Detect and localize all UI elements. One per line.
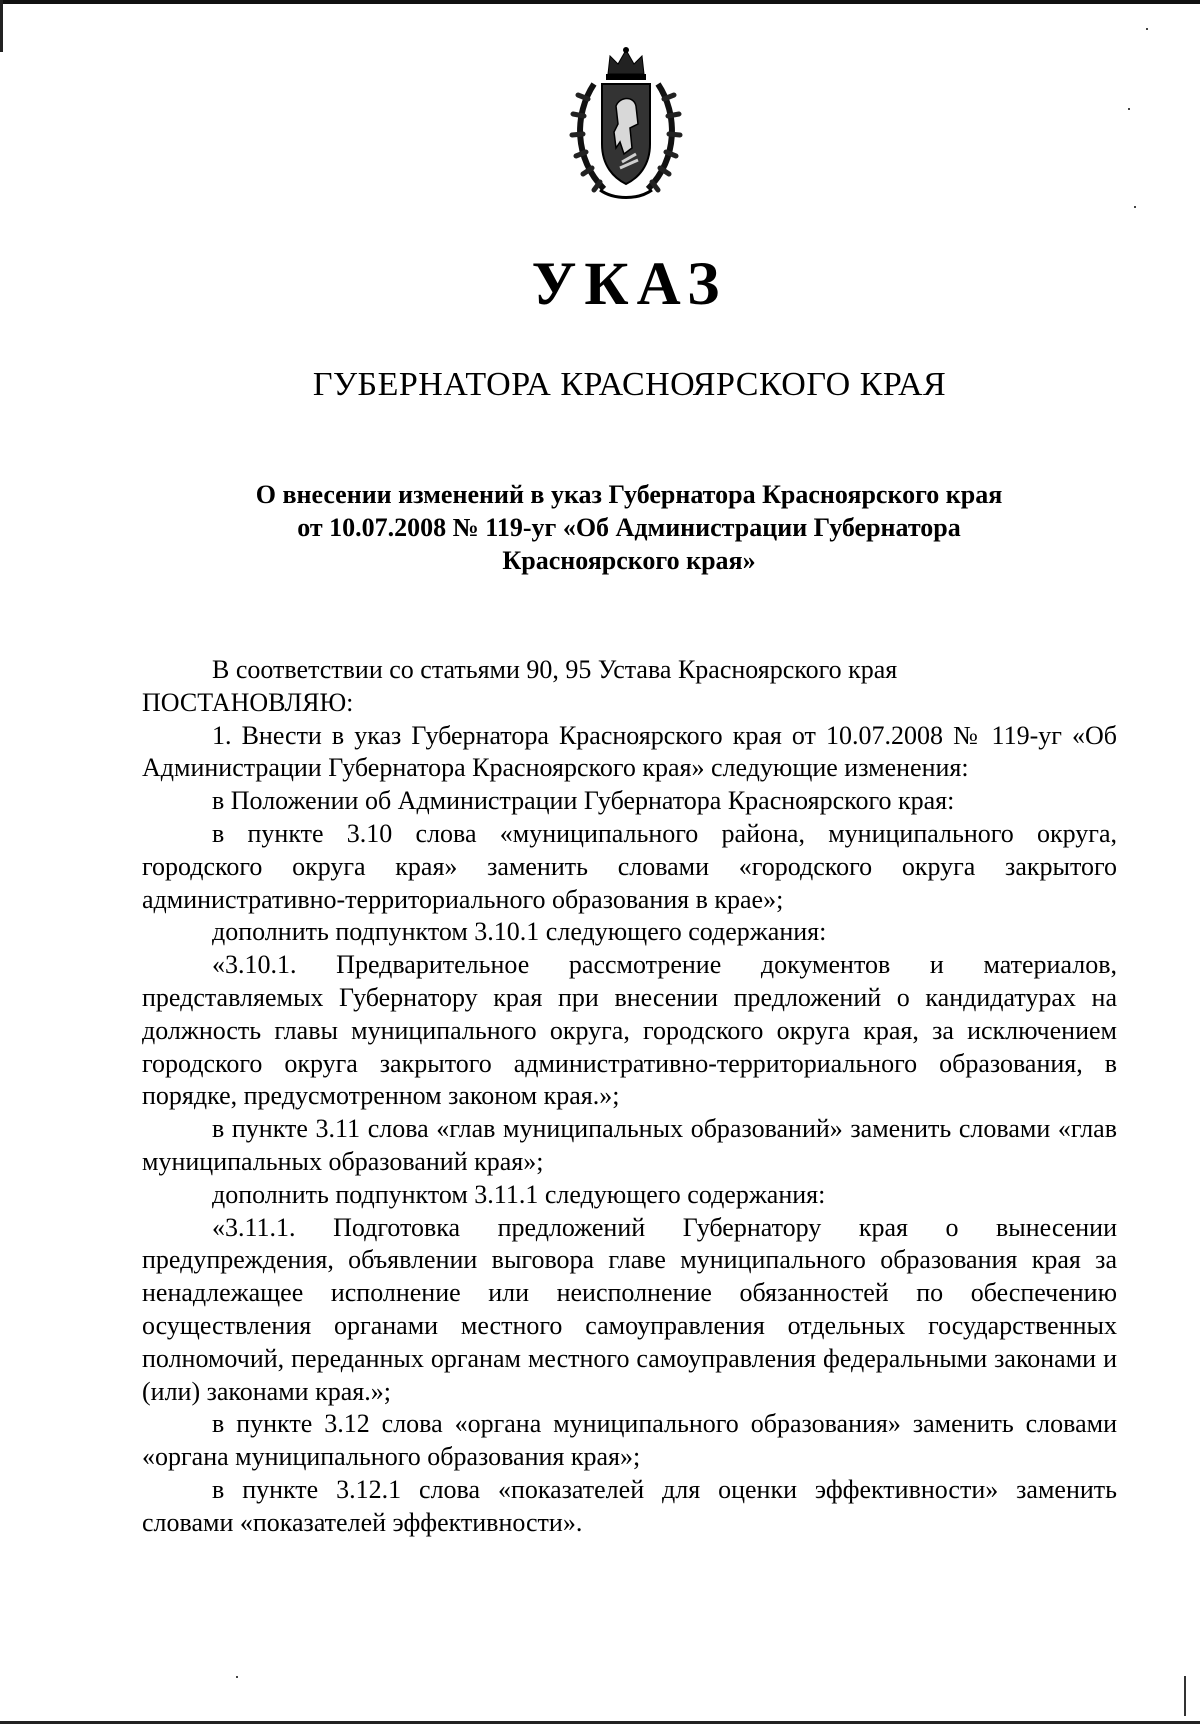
scan-edge-top: [0, 0, 1200, 4]
paragraph-add-3-10-1: дополнить подпунктом 3.10.1 следующего содержания:: [212, 917, 827, 947]
heading-line: Красноярского края»: [502, 546, 756, 575]
paragraph-preamble: В соответствии со статьями 90, 95 Устава Красноярского края: [212, 655, 898, 684]
paragraph-3-12-1: в пункте 3.12.1 слова «показателей для оценки эффективности» заменить словами «показателей эффективности».: [142, 1474, 1117, 1537]
scan-edge-right: [1184, 1676, 1186, 1716]
paragraph-regulation: в Положении об Администрации Губернатора Красноярского края:: [212, 786, 955, 816]
paragraph-3-11-1: «3.11.1. Подготовка предложений Губернатору края о вынесении предупреждения, объявлении выговора главе муниципального образования края за ненадлежащее исполнение или неисполнение обязанностей по обеспечению осуществления органами местного самоуправления отдельных государственных полномочий, переданных органам местного самоуправления федеральными законами и (или) законами края.»;: [142, 1212, 1117, 1406]
heading-line: О внесении изменений в указ Губернатора Красноярского края: [255, 480, 1003, 509]
paragraph-3-11: в пункте 3.11 слова «глав муниципальных образований» заменить словами «глав муниципальных образований края»;: [142, 1114, 1117, 1176]
paragraph-decree-word: ПОСТАНОВЛЯЮ:: [142, 687, 354, 717]
paragraph-item-1: 1. Внести в указ Губернатора Красноярского края от 10.07.2008 № 119-уг «Об Администрации Губернатора Красноярского края» следующие изменения:: [142, 720, 1117, 783]
heading-line: от 10.07.2008 № 119-уг «Об Администрации Губернатора: [297, 513, 961, 542]
document-body: [142, 654, 1117, 1540]
paragraph-3-10: в пункте 3.10 слова «муниципального района, муниципального округа, городского округа края» заменить словами «городского округа закрытого административно-территориального образования в крае»;: [142, 818, 1117, 914]
paragraph-3-10-1: «3.10.1. Предварительное рассмотрение документов и материалов, представляемых Губернатору края при внесении предложений о кандидатурах на должность главы муниципального округа, городского округа края, за исключением городского округа закрытого административно-территориального образования, в порядке, предусмотренном законом края.»;: [142, 950, 1117, 1111]
document-title: УКАЗ: [531, 251, 728, 318]
coat-of-arms-icon: [564, 44, 688, 204]
paragraph-add-3-11-1: дополнить подпунктом 3.11.1 следующего содержания:: [212, 1179, 826, 1209]
scan-edge-left: [0, 0, 3, 52]
document-heading: [190, 478, 1068, 577]
paragraph-3-12: в пункте 3.12 слова «органа муниципального образования» заменить словами «органа муниципального образования края»;: [142, 1409, 1117, 1472]
document-subtitle: ГУБЕРНАТОРА КРАСНОЯРСКОГО КРАЯ: [312, 366, 947, 403]
